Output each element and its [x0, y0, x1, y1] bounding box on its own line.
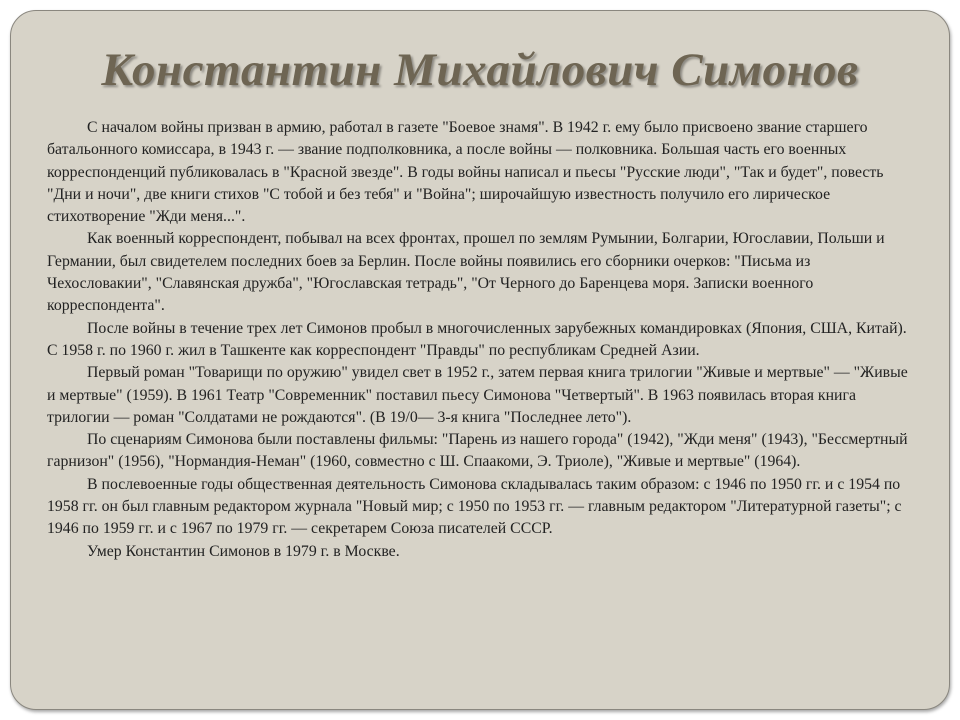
paragraph-public-activity: В послевоенные годы общественная деятельность Симонова складывалась таким образом: с 1946 по 1950 гг. и с 1954 по 1958 гг. он был главным редактором журнала "Новый мир; с 1950 по 1953 гг. — главным редактором "Литературной газеты"; с 1946 по 1959 гг. и с 1967 по 1979 гг. — секретарем Союза писателей СССР. — [47, 475, 902, 538]
paragraph-death: Умер Константин Симонов в 1979 г. в Москве. — [87, 542, 400, 560]
paragraph-novels: Первый роман "Товарищи по оружию" увидел свет в 1952 г., затем первая книга трилогии "Живые и мертвые" — "Живые и мертвые" (1959). В 1961 Театр "Современник" поставил пьесу Симонова "Четвертый". В 1963 появилась вторая книга трилогии — роман "Солдатами не рождаются". (В 19/0— 3-я книга "Последнее лето"). — [47, 364, 908, 426]
slide-body-text — [47, 117, 917, 563]
paragraph-war-service: С началом войны призван в армию, работал в газете "Боевое знамя". В 1942 г. ему было присвоено звание старшего батальонного комиссара, в 1943 г. — звание подполковника, а после войны — полковника. Большая часть его военных корреспонденций публиковалась в "Красной звезде". В годы войны написал и пьесы "Русские люди", "Так и будет", повесть "Дни и ночи", две книги стихов "С тобой и без тебя" и "Война"; широчайшую известность получило его лирическое стихотворение "Жди меня...". — [47, 119, 884, 226]
slide — [10, 10, 950, 710]
paragraph-films: По сценариям Симонова были поставлены фильмы: "Парень из нашего города" (1942), "Жди меня" (1943), "Бессмертный гарнизон" (1956), "Нормандия-Неман" (1960, совместно с Ш. Спаакоми, Э. Триоле), "Живые и мертвые" (1964). — [47, 431, 908, 471]
paragraph-war-correspondent: Как военный корреспондент, побывал на всех фронтах, прошел по землям Румынии, Болгарии, Югославии, Польши и Германии, был свидетелем последних боев за Берлин. После войны появились его сборники очерков: "Письма из Чехословакии", "Славянская дружба", "Югославская тетрадь", "От Черного до Баренцева моря. Записки военного корреспондента". — [47, 230, 885, 315]
slide-title: Константин Михайлович Симонов — [101, 44, 859, 96]
paragraph-foreign-trips: После войны в течение трех лет Симонов пробыл в многочисленных зарубежных командировках (Япония, США, Китай). С 1958 г. по 1960 г. жил в Ташкенте как корреспондент "Правды" по республикам Средней Азии. — [47, 319, 907, 359]
